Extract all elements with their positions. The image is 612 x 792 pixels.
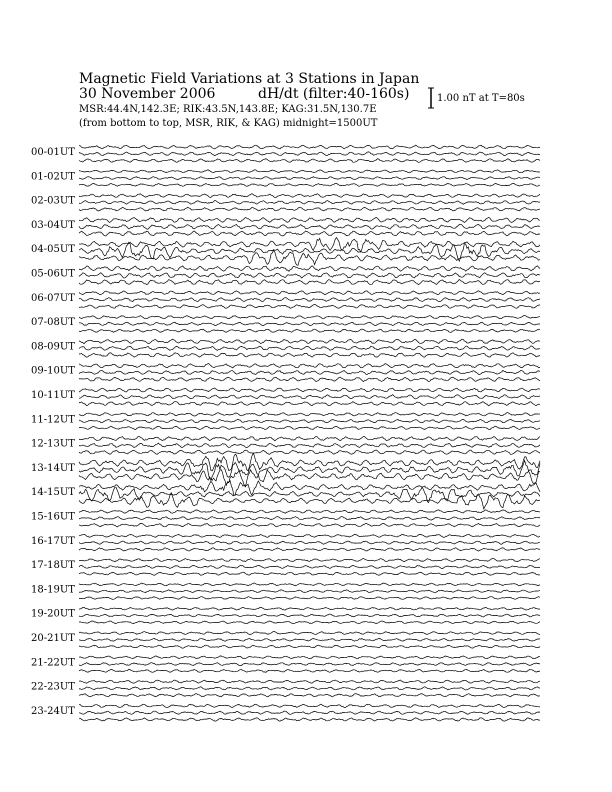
row-label-11-12UT: 11-12UT	[31, 414, 75, 426]
scale-bar-label: 1.00 nT at T=80s	[437, 93, 525, 104]
trace-kag-14-15UT	[79, 481, 540, 496]
trace-kag-22-23UT	[79, 680, 540, 683]
trace-msr-17-18UT	[79, 572, 540, 575]
trace-rik-21-22UT	[79, 663, 540, 666]
row-label-04-05UT: 04-05UT	[31, 244, 75, 256]
trace-msr-10-11UT	[79, 402, 540, 406]
row-label-02-03UT: 02-03UT	[31, 195, 75, 207]
trace-kag-18-19UT	[79, 583, 540, 586]
station-order-note: (from bottom to top, MSR, RIK, & KAG) midnight=1500UT	[79, 118, 378, 129]
station-coordinates: MSR:44.4N,142.3E; RIK:43.5N,143.8E; KAG:31.5N,130.7E	[79, 104, 377, 115]
row-label-09-10UT: 09-10UT	[31, 365, 75, 377]
trace-kag-13-14UT	[79, 453, 540, 471]
row-label-08-09UT: 08-09UT	[31, 341, 75, 353]
trace-kag-12-13UT	[79, 437, 540, 441]
trace-rik-18-19UT	[79, 590, 540, 593]
trace-kag-04-05UT	[79, 238, 540, 252]
row-label-01-02UT: 01-02UT	[31, 171, 75, 183]
chart-title: Magnetic Field Variations at 3 Stations in Japan	[79, 71, 420, 87]
trace-msr-20-21UT	[79, 645, 540, 648]
chart-date: 30 November 2006	[79, 86, 216, 102]
row-label-14-15UT: 14-15UT	[31, 487, 75, 499]
row-label-18-19UT: 18-19UT	[31, 584, 75, 596]
row-label-20-21UT: 20-21UT	[31, 633, 75, 644]
row-label-21-22UT: 21-22UT	[31, 657, 75, 669]
row-label-12-13UT: 12-13UT	[31, 438, 75, 450]
chart-quantity: dH/dt (filter:40-160s)	[258, 86, 410, 102]
row-label-23-24UT: 23-24UT	[31, 705, 75, 717]
row-label-07-08UT: 07-08UT	[31, 317, 75, 329]
trace-rik-19-20UT	[79, 614, 540, 617]
row-label-06-07UT: 06-07UT	[31, 292, 75, 304]
trace-msr-12-13UT	[79, 450, 540, 454]
trace-msr-11-12UT	[79, 426, 540, 430]
trace-msr-19-20UT	[79, 621, 540, 624]
row-label-19-20UT: 19-20UT	[31, 608, 75, 620]
row-label-13-14UT: 13-14UT	[31, 462, 75, 474]
row-label-15-16UT: 15-16UT	[31, 511, 75, 523]
trace-rik-22-23UT	[79, 687, 540, 690]
row-label-05-06UT: 05-06UT	[31, 268, 75, 280]
row-label-16-17UT: 16-17UT	[31, 535, 75, 547]
row-label-22-23UT: 22-23UT	[31, 681, 75, 693]
trace-kag-20-21UT	[79, 632, 540, 635]
row-label-10-11UT: 10-11UT	[31, 390, 75, 401]
row-label-17-18UT: 17-18UT	[31, 560, 75, 572]
row-label-03-04UT: 03-04UT	[31, 219, 75, 231]
trace-msr-06-07UT	[79, 304, 540, 308]
row-label-00-01UT: 00-01UT	[31, 147, 75, 158]
